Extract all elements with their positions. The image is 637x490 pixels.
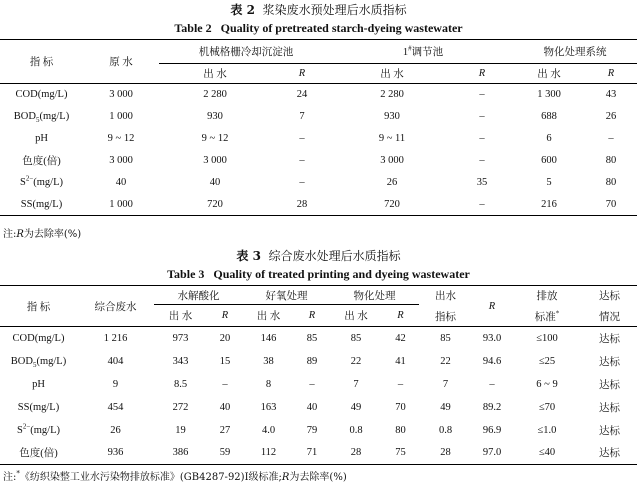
cell: 936	[77, 442, 154, 465]
table-row	[0, 194, 637, 216]
row-label: COD(mg/L)	[15, 89, 68, 101]
cell: 24	[296, 89, 308, 101]
row-label: pH	[35, 133, 48, 144]
t3-header-outlet-indicator-1: 出水	[435, 291, 456, 302]
cell: 71	[294, 442, 330, 465]
t2-header-g2-r: R	[451, 64, 513, 84]
cell: 达标	[582, 442, 637, 465]
cell: 8	[265, 378, 272, 390]
cell: 35	[476, 177, 488, 188]
t3-header-outlet-indicator	[419, 286, 472, 327]
cell: 26	[386, 177, 398, 188]
t2-header-g2-out: 出 水	[333, 64, 451, 84]
cell: ≤25	[538, 355, 556, 367]
t2-header-group2-text: 调节池	[411, 47, 444, 58]
row-label	[0, 419, 77, 442]
row-label	[0, 350, 77, 373]
cell: 112	[243, 442, 294, 465]
cell: 9 ~ 11	[378, 133, 406, 144]
table3-title-en: Quality of treated printing and dyeing wastewater	[213, 267, 470, 281]
t3-header-aerobic: 好氧处理	[243, 286, 330, 305]
cell: 6 ~ 9	[536, 378, 558, 390]
t3-header-p-r: R	[382, 305, 419, 327]
t2-header-group2-num: 1	[402, 47, 409, 58]
cell: 达标	[599, 379, 620, 391]
cell: 43	[605, 89, 617, 101]
t3-header-meets-2: 情况	[599, 312, 620, 323]
row-label-base: S	[16, 424, 23, 436]
row-label	[0, 172, 83, 194]
t3-header-combined: 综合废水	[77, 286, 154, 327]
table2-number: 表 2	[230, 3, 255, 17]
cell: –	[299, 133, 305, 144]
t3-header-standard-2: 标准	[534, 312, 556, 323]
cell: ≤40	[512, 442, 582, 465]
t2-header-indicator: 指 标	[0, 40, 83, 84]
cell: 1 000	[109, 111, 133, 122]
cell: 85	[440, 332, 451, 344]
row-label-unit: (mg/L)	[39, 111, 70, 122]
cell: 4.0	[261, 424, 276, 436]
cell: 720	[159, 194, 271, 216]
t3-header-h-out: 出 水	[154, 305, 207, 327]
cell: 163	[260, 401, 277, 413]
cell: 80	[605, 155, 617, 166]
t2-header-g1-out: 出 水	[159, 64, 271, 84]
cell: 8.5	[173, 378, 188, 390]
t2-header-g3-out: 出 水	[513, 64, 585, 84]
row-label-sup: 2−	[25, 174, 34, 183]
cell: 0.8	[349, 424, 363, 436]
table3-caption-en	[0, 267, 637, 281]
cell: 93.0	[482, 332, 502, 344]
t3-header-standard-1: 排放	[536, 291, 558, 302]
table2-note	[3, 229, 81, 241]
cell: –	[397, 378, 404, 390]
cell: 49	[440, 401, 451, 413]
t3-header-r: R	[472, 286, 512, 327]
cell: 7	[353, 378, 359, 390]
cell: –	[479, 133, 485, 144]
cell: –	[479, 89, 485, 101]
cell: 5	[546, 177, 552, 188]
cell: 85	[350, 332, 362, 344]
cell: ≤70	[538, 401, 556, 413]
table-row	[0, 128, 637, 150]
cell: 40	[209, 177, 221, 188]
table-row	[0, 84, 637, 106]
cell: 85	[306, 332, 318, 344]
t3-header-indicator: 指 标	[0, 286, 77, 327]
cell: ≤100	[536, 332, 558, 344]
cell: 达标	[599, 425, 620, 437]
table-row	[0, 419, 637, 442]
table-row	[0, 373, 637, 396]
cell: 0.8	[438, 424, 453, 436]
cell: 7	[442, 378, 449, 390]
cell: 26	[110, 424, 121, 436]
cell: 146	[260, 332, 277, 344]
table-row	[0, 442, 637, 465]
row-label-sub: 5	[35, 116, 40, 125]
cell: 89	[306, 355, 318, 367]
t2-header-group1: 机械格栅冷却沉淀池	[159, 40, 333, 64]
table-row	[0, 327, 637, 350]
cell: 达标	[599, 333, 620, 345]
t3-header-a-out: 出 水	[243, 305, 294, 327]
cell: 26	[605, 111, 617, 122]
cell: 2 280	[203, 89, 227, 101]
cell: 9	[112, 378, 119, 390]
table3	[0, 285, 637, 465]
note-r: R	[16, 229, 24, 240]
cell: –	[489, 378, 495, 390]
cell: 404	[107, 355, 124, 367]
cell: –	[608, 133, 614, 144]
cell: 28	[330, 442, 382, 465]
table2	[0, 39, 637, 216]
row-label-sup: 2−	[22, 422, 31, 430]
cell: 80	[395, 424, 406, 436]
cell: 70	[395, 401, 406, 413]
cell: 达标	[599, 356, 620, 368]
cell: 28	[419, 442, 472, 465]
note-prefix: 注:	[3, 472, 17, 483]
row-label	[0, 106, 83, 128]
cell: 75	[382, 442, 419, 465]
cell: 1 216	[103, 332, 128, 344]
t3-header-meets-1: 达标	[599, 291, 620, 302]
t3-header-hydrolysis: 水解酸化	[154, 286, 243, 305]
t2-header-g3-r: R	[585, 64, 637, 84]
cell: 19	[175, 424, 186, 436]
cell: 386	[154, 442, 207, 465]
table-row	[0, 396, 637, 419]
cell: 70	[585, 194, 637, 216]
cell: 6	[546, 133, 552, 144]
cell: 42	[395, 332, 406, 344]
t3-header-a-r: R	[294, 305, 330, 327]
row-label-base: BOD	[10, 355, 33, 367]
t3-header-p-out: 出 水	[330, 305, 382, 327]
table-row	[0, 350, 637, 373]
cell: 688	[541, 111, 557, 122]
t2-header-g1-r: R	[271, 64, 333, 84]
cell: 600	[541, 155, 557, 166]
cell: 22	[350, 355, 362, 367]
note-text: 《纺织染整工业水污染物排放标准》(GB4287-92)Ⅰ级标准;	[19, 472, 282, 483]
cell: 973	[172, 332, 189, 344]
cell: 930	[207, 111, 223, 122]
table3-caption-cn	[0, 249, 637, 263]
row-label-base: BOD	[13, 111, 36, 122]
cell: 1 000	[83, 194, 159, 216]
table2-title-en: Quality of pretreated starch-dyeing wastewater	[220, 21, 463, 35]
t2-header-raw: 原 水	[83, 40, 159, 84]
table2-caption-en	[0, 21, 637, 35]
t3-header-physchem: 物化处理	[330, 286, 419, 305]
cell: 216	[513, 194, 585, 216]
cell: 720	[333, 194, 451, 216]
cell: –	[299, 155, 305, 166]
cell: 343	[172, 355, 189, 367]
cell: –	[299, 177, 305, 188]
t3-header-standard	[512, 286, 582, 327]
cell: 28	[271, 194, 333, 216]
row-label-sub: 5	[32, 360, 37, 369]
cell: ≤1.0	[537, 424, 557, 436]
t3-header-meets	[582, 286, 637, 327]
t2-header-group2-sup: #	[408, 44, 412, 53]
cell: 3 000	[109, 89, 133, 101]
cell: 1 300	[537, 89, 561, 101]
cell: 达标	[599, 402, 620, 414]
cell: 20	[219, 332, 231, 344]
table-row	[0, 172, 637, 194]
cell: 930	[384, 111, 400, 122]
cell: 94.6	[482, 355, 502, 367]
note-sup: *	[16, 469, 20, 478]
table3-number: 表 3	[236, 249, 261, 263]
cell: 40	[306, 401, 318, 413]
cell: 80	[605, 177, 617, 188]
row-label: 色度(倍)	[22, 156, 61, 167]
row-label-unit: (mg/L)	[30, 424, 61, 436]
row-label-unit: (mg/L)	[36, 355, 67, 367]
cell: –	[309, 378, 315, 390]
cell: 59	[207, 442, 243, 465]
row-label: SS(mg/L)	[17, 401, 60, 413]
note-text2: 为去除率(%)	[289, 472, 347, 483]
cell: –	[479, 155, 485, 166]
cell: 3 000	[380, 155, 404, 166]
t3-header-h-r: R	[207, 305, 243, 327]
cell: 9 ~ 12	[107, 133, 135, 144]
table2-number-en: Table 2	[174, 21, 212, 35]
note-prefix: 注:	[3, 229, 17, 240]
cell: –	[222, 378, 228, 390]
cell: 89.2	[482, 401, 502, 413]
row-label-base: S	[19, 177, 26, 188]
t3-header-outlet-indicator-2: 指标	[435, 312, 456, 323]
table2-title-cn: 浆染废水预处理后水质指标	[262, 3, 407, 17]
cell: 79	[306, 424, 318, 436]
cell: 454	[107, 401, 124, 413]
table3-note	[3, 469, 347, 484]
cell: 7	[299, 111, 305, 122]
table3-number-en: Table 3	[167, 267, 205, 281]
row-label: pH	[32, 378, 45, 390]
cell: 3 000	[203, 155, 227, 166]
row-label: SS(mg/L)	[0, 194, 83, 216]
cell: 9 ~ 12	[201, 133, 229, 144]
table-row	[0, 106, 637, 128]
table2-caption-cn	[0, 3, 637, 17]
cell: 15	[219, 355, 231, 367]
row-label: 色度(倍)	[0, 442, 77, 465]
cell: 22	[440, 355, 451, 367]
cell: 96.9	[482, 424, 502, 436]
cell: 272	[172, 401, 189, 413]
note-text: 为去除率(%)	[23, 229, 82, 240]
table3-title-cn: 综合废水处理后水质指标	[268, 249, 401, 263]
t3-header-standard-sup: *	[555, 309, 560, 318]
cell: 38	[263, 355, 274, 367]
cell: 49	[350, 401, 362, 413]
table-row	[0, 150, 637, 172]
note-r: R	[281, 472, 290, 483]
cell: –	[451, 194, 513, 216]
cell: 97.0	[472, 442, 512, 465]
cell: –	[479, 111, 485, 122]
cell: 40	[219, 401, 231, 413]
cell: 41	[395, 355, 406, 367]
t2-header-group3: 物化处理系统	[513, 40, 637, 64]
cell: 27	[219, 424, 231, 436]
cell: 2 280	[380, 89, 404, 101]
t2-header-group2	[333, 40, 513, 64]
cell: 40	[115, 177, 127, 188]
cell: 3 000	[109, 155, 133, 166]
row-label-unit: (mg/L)	[33, 177, 64, 188]
row-label: COD(mg/L)	[12, 332, 65, 344]
